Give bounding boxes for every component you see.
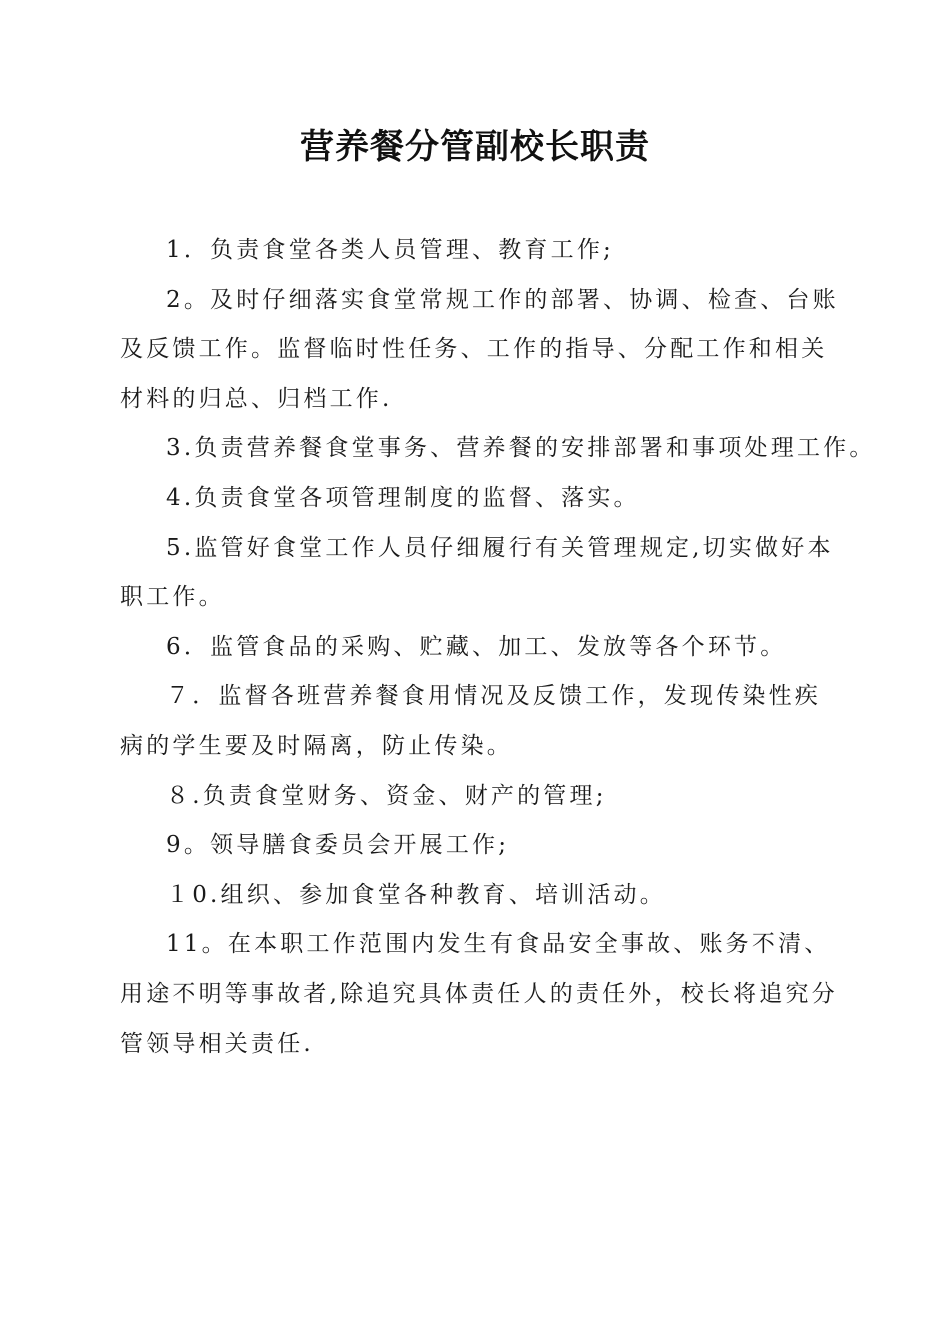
duty-item-4: 4.负责食堂各项管理制度的监督、落实。 [166, 484, 640, 511]
duty-item-1: 1．负责食堂各类人员管理、教育工作; [166, 237, 614, 263]
duty-item-5: 5.监管好食堂工作人员仔细履行有关管理规定,切实做好本职工作。 [120, 534, 834, 611]
duty-item-10: １0.组织、参加食堂各种教育、培训活动。 [166, 881, 666, 908]
duty-item-9: 9。领导膳食委员会开展工作; [166, 832, 510, 859]
duty-item-11: 11。在本职工作范围内发生有食品安全事故、账务不清、用途不明等事故者,除追究具体责任人的责任外，校长将追究分管领导相关责任. [120, 931, 838, 1057]
duty-item-3: 3.负责营养餐食堂事务、营养餐的安排部署和事项处理工作。 [166, 435, 876, 462]
duty-item-7: ７．监督各班营养餐食用情况及反馈工作，发现传染性疾病的学生要及时隔离，防止传染。 [120, 683, 821, 759]
document-title: 营养餐分管副校长职责 [300, 127, 650, 167]
duty-item-8: ８.负责食堂财务、资金、财产的管理; [166, 782, 607, 809]
duty-item-2: 2。及时仔细落实食堂常规工作的部署、协调、检查、台账及反馈工作。监督临时性任务、工作的指导、分配工作和相关材料的归总、归档工作. [120, 286, 839, 412]
document-body [120, 226, 876, 1069]
duty-item-6: 6．监管食品的采购、贮藏、加工、发放等各个环节。 [166, 633, 787, 660]
